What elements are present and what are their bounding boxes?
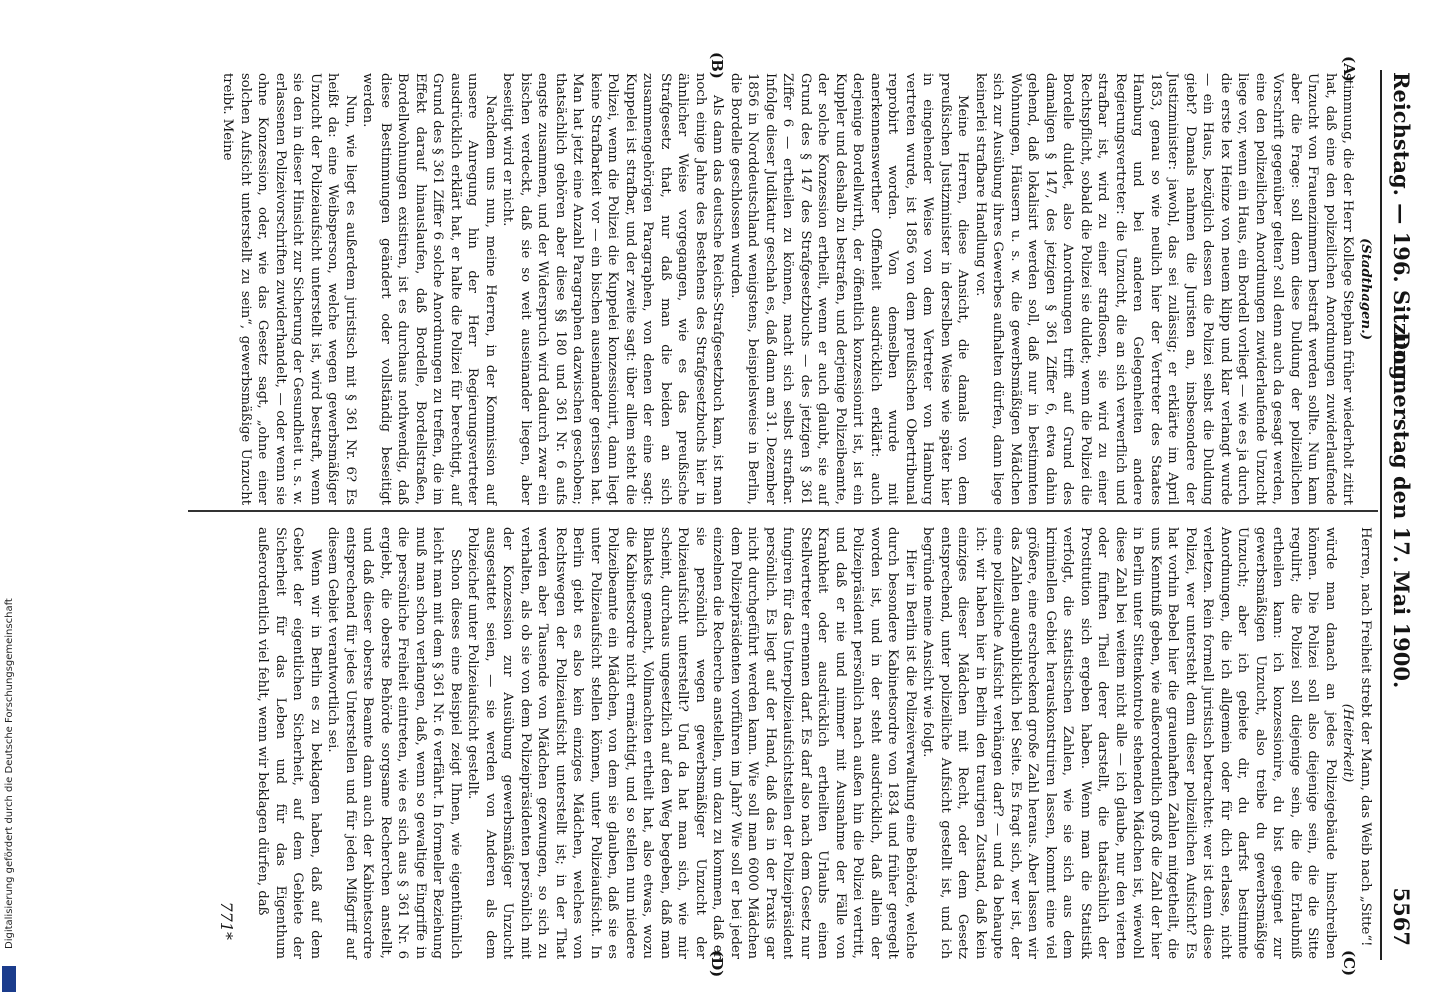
paragraph: Schon dieses eine Beispiel zeigt Ihnen, wie eigenthümlich leicht man mit dem § 361 Nr. 6 verfährt. In formeller Beziehung muß man schon verlangen, daß, wenn so gewaltige Eingriffe in die persönliche Freiheit eintreten, wie es sich aus § 361 Nr. 6 ergiebt, die oberste Behörde sorgsame Recherchen anstellt, und daß dieser oberste Beamte dann auch der Kabinetsordre entsprechend für jedes Unterstellen und für jeden Mißgriff auf diesem Gebiet verantwortlich sei.: [325, 527, 463, 959]
paragraph: Herren, nach Freiheit strebt der Mann, das Weib nach „Sitte“!: [1358, 527, 1373, 947]
paragraph: Als dann das deutsche Reichs-Strafgesetzbuch kam, ist man noch einige Jahre des Bestehens des Strafgesetzbuchs hier in ähnlicher Weise vorgegangen, wie es das preußische Strafgesetz that, nur daß man die beiden an sich zusammengehörigen Paragraphen, von denen der eine sagt: Kuppelei ist strafbar, und der zweite sagt: über allem steht die Polizei, wenn die Polizei die Kuppelei konzessionirt, dann liegt keine Strafbarkeit vor — ein bischen auseinander gerissen hat. Man hat jetzt eine Anzahl Paragraphen dazwischen geschoben; thatsächlich gehören aber diese §§ 180 und 361 Nr. 6 aufs engste zusammen, und der Widerspruch wird dadurch zwar ein bischen verdeckt, daß sie so weit auseinander liegen, aber beseitigt wird er nicht.: [500, 73, 726, 505]
paragraph: Hier in Berlin ist die Polizeiverwaltung eine Behörde, welche durch besondere Kabinetsordre von 1834 und früher geregelt worden ist, und in der steht ausdrücklich, daß allein der Polizeipräsident persönlich nach außen hin die Polizei vertritt, und daß er nie und nimmer mit Ausnahme der Fälle von Krankheit oder ausdrücklich ertheilten Urlaubs einen Stellvertreter ernennen darf. Es darf also nach dem Gesetz nur fungiren für das Unterpolizeiaufsichtstellen der Polizeipräsident persönlich. Es liegt auf der Hand, daß das in der Praxis gar nicht durchgeführt werden kann. Wie soll man 6000 Mädchen dem Polizeipräsidenten vorführen im Jahr? Wie soll er bei jeder einzelnen die Recherche anstellen, um dazu zu kommen, daß er sie persönlich wegen gewerbsmäßiger Unzucht der Polizeiaufsicht unterstellt? Und da hat man sich, wie mir scheint, durchaus ungesetzlich auf den Weg begeben, daß man Blankets gemacht, Vollmachten ertheilt hat, also etwas, wozu die Kabinetsordre nicht ermächtigt, und so stellen nun niedere Polizeibeamte ein Mädchen, von dem sie glauben, daß sie es unter Polizeiaufsicht stellen können, unter Polizeiaufsicht. In Berlin giebt es also kein einziges Mädchen, welches von Rechtswegen der Polizeiaufsicht unterstellt ist; in der That werden aber Tausende von Mädchen gezwungen, so sich zu verhalten, als ob sie von dem Polizeipräsidenten persönlich mit der Konzession zur Ausübung gewerbsmäßiger Unzucht ausgestattet seien, — sie werden von Anderen als dem Polizeichef unter Polizeiaufsicht gestellt.: [465, 527, 918, 959]
paragraph: Nun, wie liegt es außerdem juristisch mit § 361 Nr. 6? Es heißt da: eine Weibsperson, welche wegen gewerbsmäßiger Unzucht der Polizeiaufsicht unterstellt ist, wird bestraft, wenn sie den in dieser Hinsicht zur Sicherung der Gesundheit u. s. w. erlassenen Polizeivorschriften zuwiderhandelt, — oder wenn sie ohne Konzession, oder, wie das Gesetz sagt, „ohne einer solchen Aufsicht unterstellt zu sein“, gewerbsmäßige Unzucht treibt. Meine: [220, 73, 358, 505]
paragraph: Wenn wir in Berlin es zu beklagen haben, daß auf dem Gebiet der eigentlichen Sicherheit, auf dem Gebiete der Sicherheit für das Leben und für das Eigenthum außerordentlich viel fehlt, wenn wir beklagen dürfen, daß: [255, 527, 323, 959]
header-rule: [1380, 70, 1382, 960]
left-column: [219, 73, 1374, 505]
right-column: [254, 527, 1374, 959]
paragraph: Meine Herren, diese Ansicht, die damals von dem preußischen Justizminister in derselben Weise wie später hier in eingehender Weise von dem Vertreter von Hamburg vertreten wurde, ist 1856 von dem preußischen Obertribunal reprobirt worden. Von demselben wurde mit anerkennenswerther Offenheit ausdrücklich erklärt: auch derjenige Bordellwirth, der öffentlich konzessionirt ist, ist ein Kuppler und deshalb zu bestrafen, und derjenige Polizeibeamte, der solche Konzession ertheilt, wenn er auch glaubt, sie auf Grund des § 147 des Strafgesetzbuchs — des jetzigen § 361 Ziffer 6 — ertheilen zu können, macht sich selbst strafbar. Infolge dieser Judikatur geschah es, daß dann am 31. Dezember 1856 in Norddeutschland wenigstens, beispielsweise in Berlin, die Bordelle geschlossen wurden.: [728, 73, 971, 505]
paragraph: stimmung, die der Herr Kollege Stephan früher wiederholt zitirt hat, daß eine den polizeilichen Anordnungen zuwiderlaufende Unzucht von Frauenzimmern bestraft werden sollte. Nun kam aber die Frage: soll denn diese Duldung der polizeilichen Vorschrift gegenüber gelten? soll denn auch da gesagt werden, eine den polizeilichen Anordnungen zuwiderlaufende Unzucht liege vor, wenn ein Haus, ein Bordell vorliegt — wie es ja durch die erste lex Heinze von neuem klipp und klar verlangt wurde — ein Haus, bezüglich dessen die Polizei selbst die Duldung giebt? Damals nahmen die Juristen an, insbesondere der Justizminister: jawohl, das sei zulässig; er erklärte im April 1853, genau so wie neulich hier der Vertreter des Staates Hamburg und bei anderen Gelegenheiten andere Regierungsvertreter: die Unzucht, die an sich verwerflich und strafbar ist, wird zu einer straflosen, sie wird zu einer Rechtspflicht, sobald die Polizei sie duldet; wenn die Polizei die Bordelle duldet, also Anordnungen trifft auf Grund des damaligen § 147, des jetzigen § 361 Ziffer 6, etwa dahin gehend, daß lokalisirt werden soll, daß nur in bestimmten Wohnungen, Häusern u. s. w. die gewerbsmäßigen Mädchen sich zur Ausübung ihres Gewerbes aufhalten dürfen, dann liege keinerlei strafbare Handlung vor.: [973, 73, 1356, 505]
header-session: Reichstag. — 196. Sitzung.: [1389, 72, 1414, 388]
margin-marker-a: (A): [1340, 56, 1358, 82]
paragraph: würde man danach an jedes Polizeigebäude hinschreiben können. Die Polizei soll also diejenige sein, die die Sitte regulirt; die Polizei soll diejenige sein, die die Erlaubniß ertheilen kann: ich konzessionire, du bist geeignet zur gewerbsmäßigen Unzucht, also treibe du gewerbsmäßige Unzucht; aber ich gebiete dir, du darfst bestimmte Anordnungen, die ich allgemein oder für dich erlasse, nicht verletzen. Rein formell juristisch betrachtet: wer ist denn diese Polizei, wer untersteht denn dieser polizeilichen Aufsicht? Es hat vorhin Bebel hier die grauenhaften Zahlen mitgetheilt, die uns Kenntniß geben, wie außerordentlich groß die Zahl der hier in Berlin unter Sittenkontrole stehenden Mädchen ist, wiewohl diese Zahl bei weitem nicht alle — ich glaube, nur den vierten oder fünften Theil derer darstellt, die thatsächlich der Prostitution sich ergeben haben. Wenn man die Statistik verfolgt, die statistischen Zahlen, wie sie sich aus dem kriminellen Gebiet herauskonstruiren lassen, kommt eine viel größere, eine erschreckend große Zahl heraus. Aber lassen wir das Zahlen augenblicklich bei Seite. Es fragt sich, wer ist, der eine polizeiliche Aufsicht verhängen darf? — und da behaupte ich: wir haben hier in Berlin den traurigen Zustand, daß kein einziges dieser Mädchen mit Recht, oder dem Gesetz entsprechend, unter polizeiliche Aufsicht gestellt ist, und ich begründe meine Ansicht wie folgt.: [920, 527, 1338, 959]
header-page-number: 5567: [1389, 887, 1414, 946]
page-footer-number: 771*: [217, 901, 236, 940]
margin-marker-c: (C): [1340, 950, 1358, 977]
paragraph: Nachdem uns nun, meine Herren, in der Kommission auf unsere Anregung hin der Herr Regierungsvertreter ausdrücklich erklärt hat, er halte die Polizei für berechtigt, auf Grund des § 361 Ziffer 6 solche Anordnungen zu treffen, die im Effekt darauf hinauslaufen, daß Bordelle, Bordellstraßen, Bordellwohnungen existiren, ist es durchaus nothwendig, daß diese Bestimmungen geändert oder vollständig beseitigt werden.: [360, 73, 498, 505]
margin-marker-b: (B): [708, 52, 726, 79]
margin-marker-d: (D): [708, 950, 726, 978]
digitization-credit-text: Digitalisierung gefördert durch die Deutsche Forschungsgemeinschaft: [4, 598, 15, 949]
column-divider: [188, 510, 1378, 512]
speaker-tag: (Stadthagen.): [1358, 238, 1373, 340]
header-date: Donnerstag den 17. Mai 1900.: [1389, 331, 1414, 689]
page-header: [1380, 60, 1418, 960]
interjection: (Heiterkeit): [1340, 703, 1356, 783]
